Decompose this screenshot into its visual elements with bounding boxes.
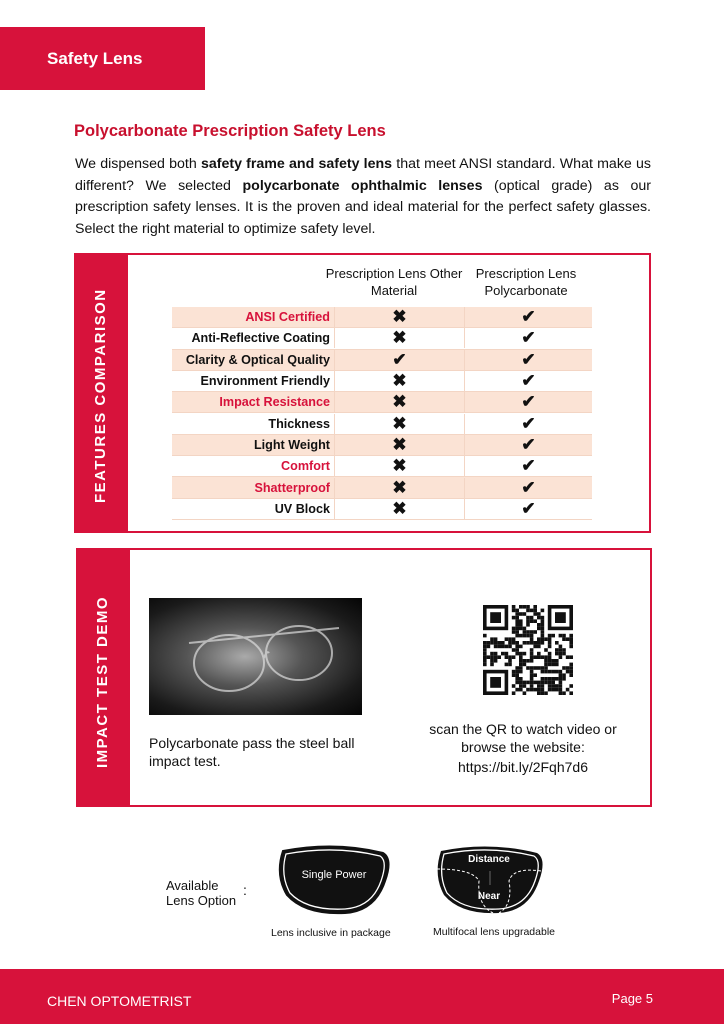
video-link[interactable]: https://bit.ly/2Fqh7d6 bbox=[458, 759, 588, 775]
check-icon: ✔ bbox=[464, 499, 592, 519]
table-row bbox=[172, 413, 592, 434]
single-lens-caption: Lens inclusive in package bbox=[271, 927, 391, 939]
cross-icon: ✖ bbox=[334, 328, 464, 348]
footer-brand: CHEN OPTOMETRIST bbox=[47, 993, 192, 1009]
feature-label: UV Block bbox=[172, 502, 334, 516]
single-power-label: Single Power bbox=[301, 869, 367, 881]
table-row bbox=[172, 328, 592, 349]
photo-caption: Polycarbonate pass the steel ball impact test. bbox=[149, 735, 355, 769]
cross-icon: ✖ bbox=[334, 456, 464, 476]
intro-bold: safety frame and safety lens bbox=[200, 156, 393, 172]
features-comparison-panel bbox=[74, 253, 651, 533]
col-header-other: Prescription Lens Other Material bbox=[325, 266, 463, 298]
check-icon: ✔ bbox=[464, 478, 592, 498]
scan-instructions: scan the QR to watch video or browse the website: bbox=[429, 721, 617, 755]
table-row bbox=[172, 477, 592, 498]
section-label: IMPACT TEST DEMO bbox=[94, 595, 111, 768]
intro-text: (optical grade) as our prescription safety lenses. It is the proven and ideal material for the perfect safety glasses. Select the right material to optimize safety level. bbox=[75, 177, 651, 237]
col-header-poly: Prescription Lens Polycarbonate bbox=[475, 266, 577, 298]
impact-test-photo bbox=[149, 598, 362, 715]
check-icon: ✔ bbox=[464, 307, 592, 327]
impact-test-panel bbox=[76, 548, 652, 807]
intro-text: We dispensed both bbox=[75, 156, 201, 172]
comparison-table bbox=[172, 265, 592, 520]
cross-icon: ✖ bbox=[334, 307, 464, 327]
cross-icon: ✖ bbox=[334, 371, 464, 391]
section-label: FEATURES COMPARISON bbox=[92, 288, 109, 503]
table-row bbox=[172, 456, 592, 477]
feature-label: Impact Resistance bbox=[172, 395, 334, 409]
lens-option-label: Available Lens Option bbox=[166, 878, 237, 908]
page-title: Polycarbonate Prescription Safety Lens bbox=[74, 122, 386, 140]
check-icon: ✔ bbox=[464, 328, 592, 348]
check-icon: ✔ bbox=[464, 350, 592, 370]
lens-shape-icon bbox=[275, 845, 393, 917]
check-icon: ✔ bbox=[464, 435, 592, 455]
feature-label: Clarity & Optical Quality bbox=[172, 353, 334, 367]
table-row bbox=[172, 307, 592, 328]
check-icon: ✔ bbox=[464, 371, 592, 391]
footer bbox=[0, 969, 724, 1024]
multifocal-caption: Multifocal lens upgradable bbox=[433, 926, 555, 938]
section-tag bbox=[0, 27, 205, 90]
intro-paragraph bbox=[75, 154, 651, 240]
near-label: Near bbox=[477, 891, 501, 902]
feature-label: Comfort bbox=[172, 459, 334, 473]
single-power-lens bbox=[275, 845, 393, 922]
intro-bold: polycarbonate ophthalmic lenses bbox=[242, 177, 483, 194]
cross-icon: ✖ bbox=[334, 392, 464, 412]
feature-label: Anti-Reflective Coating bbox=[172, 331, 334, 345]
table-row bbox=[172, 350, 592, 371]
section-strip bbox=[78, 550, 130, 805]
check-icon: ✔ bbox=[464, 414, 592, 434]
section-strip bbox=[76, 255, 128, 531]
feature-label: ANSI Certified bbox=[172, 310, 334, 324]
table-row bbox=[172, 371, 592, 392]
check-icon: ✔ bbox=[334, 350, 464, 370]
table-row bbox=[172, 435, 592, 456]
feature-label: Shatterproof bbox=[172, 481, 334, 495]
section-tag-label: Safety Lens bbox=[47, 49, 143, 68]
table-header bbox=[172, 265, 592, 305]
check-icon: ✔ bbox=[464, 456, 592, 476]
cross-icon: ✖ bbox=[334, 435, 464, 455]
feature-label: Light Weight bbox=[172, 438, 334, 452]
table-row bbox=[172, 499, 592, 520]
cross-icon: ✖ bbox=[334, 499, 464, 519]
feature-label: Environment Friendly bbox=[172, 374, 334, 388]
safety-glasses-image bbox=[149, 598, 362, 715]
page-number: Page 5 bbox=[611, 991, 653, 1006]
feature-label: Thickness bbox=[172, 417, 334, 431]
check-icon: ✔ bbox=[464, 392, 592, 412]
multifocal-lens bbox=[433, 845, 545, 922]
colon: : bbox=[243, 882, 247, 898]
cross-icon: ✖ bbox=[334, 478, 464, 498]
table-row bbox=[172, 392, 592, 413]
cross-icon: ✖ bbox=[334, 414, 464, 434]
qr-code[interactable] bbox=[483, 605, 573, 695]
intro-text: that meet ANSI standard. What make us different? We selected bbox=[75, 156, 651, 194]
distance-label: Distance bbox=[468, 854, 510, 865]
